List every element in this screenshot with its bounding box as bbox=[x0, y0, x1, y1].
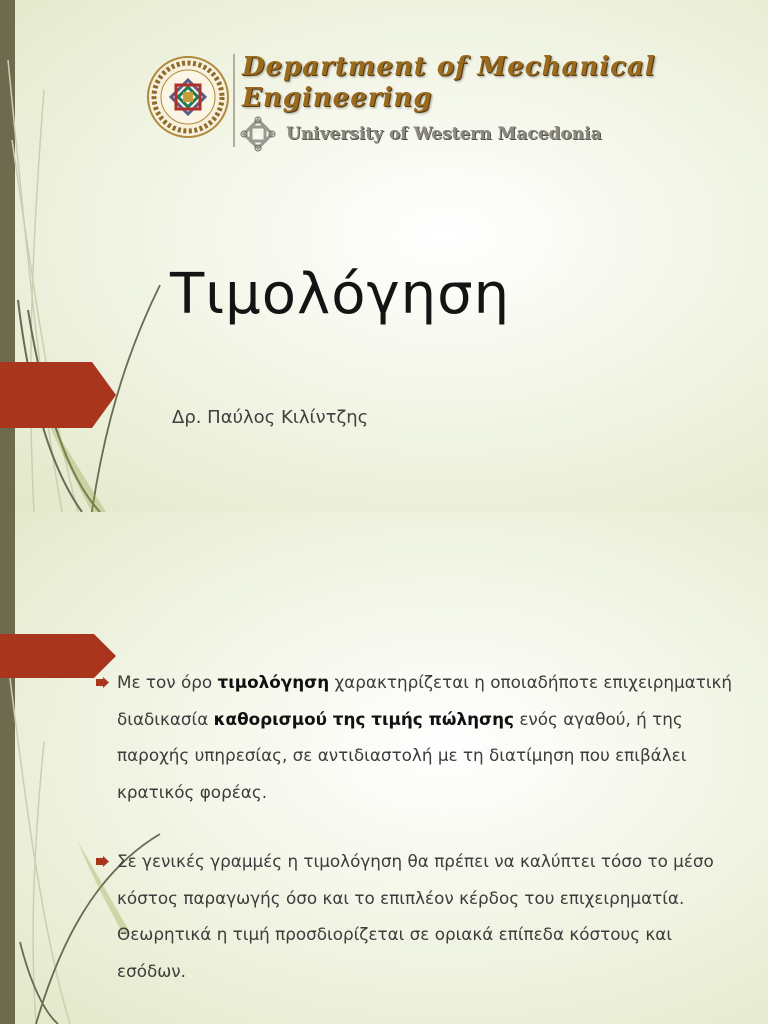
side-bar bbox=[0, 0, 15, 512]
header-divider bbox=[233, 54, 235, 147]
bullet-emphasis: καθορισμού της τιμής πώλησης bbox=[213, 708, 514, 729]
bullet-term: τιμολόγηση bbox=[217, 672, 330, 692]
bullet-item bbox=[96, 843, 736, 989]
bullet-text: ενός αγαθού, ή της παροχής υπηρεσίας, σε αντιδιαστολή με τη διατίμηση που επιβάλει κρατικός φορέας. bbox=[117, 708, 687, 802]
department-name-line-2: Engineering bbox=[242, 83, 433, 113]
department-name-line-1: Department of Mechanical bbox=[242, 52, 656, 82]
red-tab bbox=[0, 362, 116, 428]
arrow-bullet-icon bbox=[96, 677, 109, 688]
bullet-text: Σε γενικές γραμμές η τιμολόγηση θα πρέπει να καλύπτει τόσο το μέσο κόστος παραγωγής όσο και το επιπλέον κέρδος του επιχειρηματία. Θεωρητικά η τιμή προσδιορίζεται σε οριακά επίπεδα κόστους και εσόδων. bbox=[117, 851, 714, 981]
content-slide bbox=[0, 512, 768, 1024]
slide-title: Τιμολόγηση bbox=[170, 262, 511, 327]
knot-icon bbox=[240, 116, 276, 152]
university-seal-icon bbox=[147, 56, 229, 138]
author-name: Δρ. Παύλος Κιλίντζης bbox=[172, 407, 369, 428]
bullet-text: χαρακτηρίζεται η οποιαδήποτε επιχειρηματική διαδικασία bbox=[117, 672, 733, 729]
arrow-bullet-icon bbox=[96, 856, 109, 867]
side-bar bbox=[0, 512, 15, 1024]
bullet-item bbox=[96, 664, 736, 810]
university-name: University of Western Macedonia bbox=[286, 124, 602, 144]
bullet-text: Με τον όρο bbox=[117, 672, 218, 692]
bullet-list bbox=[96, 664, 736, 989]
